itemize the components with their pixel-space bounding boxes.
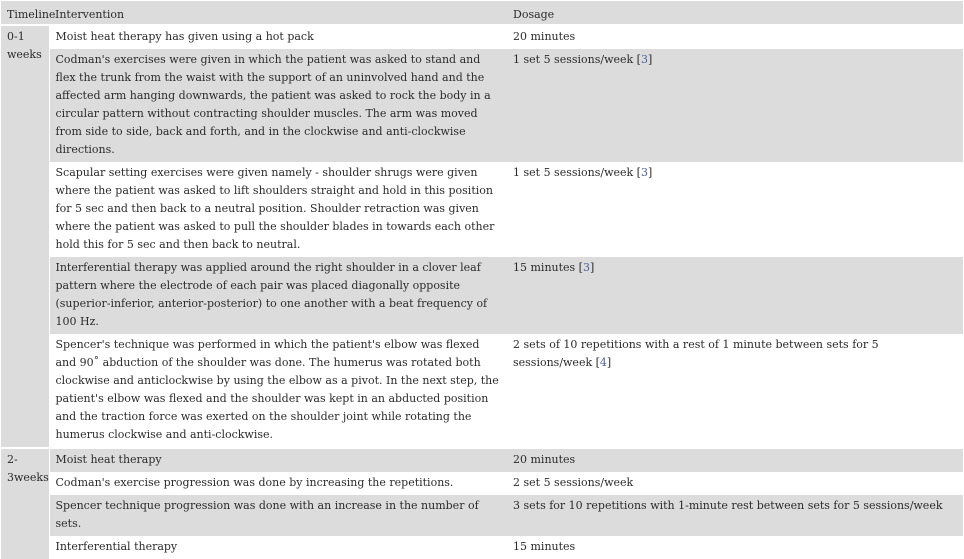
dosage-cell bbox=[507, 448, 963, 472]
dosage-text: 15 minutes bbox=[513, 540, 576, 553]
header-row bbox=[1, 1, 963, 25]
table-row bbox=[1, 536, 963, 559]
intervention-cell: Codman's exercise progression was done by increasing the repetitions. bbox=[49, 472, 507, 495]
dosage-text: 15 minutes bbox=[513, 261, 576, 274]
intervention-cell: Interferential therapy bbox=[49, 536, 507, 559]
intervention-cell: Moist heat therapy has given using a hot pack bbox=[49, 25, 507, 49]
intervention-cell: Interferential therapy was applied around the right shoulder in a clover leaf pattern where the electrode of each pair was placed diagonally opposite (superior-inferior, anterior-posterior) to one another with a beat frequency of 100 Hz. bbox=[49, 257, 507, 334]
dosage-text: 20 minutes bbox=[513, 30, 576, 43]
dosage-text: 1 set 5 sessions/week bbox=[513, 166, 634, 179]
table-row bbox=[1, 448, 963, 472]
header-dosage: Dosage bbox=[507, 1, 963, 25]
dosage-cell: 1 set 5 sessions/week [3] bbox=[507, 162, 963, 257]
header-intervention: Intervention bbox=[49, 1, 507, 25]
intervention-cell: Spencer's technique was performed in which the patient's elbow was flexed and 90˚ abduction of the shoulder was done. The humerus was rotated both clockwise and anticlockwise by using the elbow as a pivot. In the next step, the patient's elbow was flexed and the shoulder was kept in an abducted position and the traction force was exerted on the shoulder joint while rotating the humerus clockwise and anti-clockwise. bbox=[49, 334, 507, 448]
table-body bbox=[1, 25, 963, 559]
dosage-cell bbox=[507, 495, 963, 536]
table-row bbox=[1, 257, 963, 334]
table-row bbox=[1, 162, 963, 257]
dosage-text: 3 sets for 10 repetitions with 1-minute rest between sets for 5 sessions/week bbox=[513, 499, 943, 512]
timeline-cell: 0-1 weeks bbox=[1, 25, 49, 448]
table-row bbox=[1, 472, 963, 495]
dosage-cell: 15 minutes [3] bbox=[507, 257, 963, 334]
dosage-cell: 1 set 5 sessions/week [3] bbox=[507, 49, 963, 162]
reference-link[interactable]: 3 bbox=[640, 166, 648, 179]
dosage-cell bbox=[507, 25, 963, 49]
table-row bbox=[1, 25, 963, 49]
dosage-text: 1 set 5 sessions/week bbox=[513, 53, 634, 66]
dosage-cell bbox=[507, 472, 963, 495]
header-timeline: Timeline bbox=[1, 1, 49, 25]
dosage-text: 20 minutes bbox=[513, 453, 576, 466]
dosage-cell bbox=[507, 536, 963, 559]
intervention-cell: Codman's exercises were given in which the patient was asked to stand and flex the trunk from the waist with the support of an uninvolved hand and the affected arm hanging downwards, the patient was asked to rock the body in a circular pattern without contracting shoulder muscles. The arm was moved from side to side, back and forth, and in the clockwise and anti-clockwise directions. bbox=[49, 49, 507, 162]
table-row bbox=[1, 334, 963, 448]
table-row bbox=[1, 495, 963, 536]
table-row bbox=[1, 49, 963, 162]
timeline-cell: 2-3weeks bbox=[1, 448, 49, 559]
reference-link[interactable]: 3 bbox=[640, 53, 648, 66]
dosage-text: 2 sets of 10 repetitions with a rest of 1 minute between sets for 5 sessions/week bbox=[513, 338, 879, 369]
intervention-table bbox=[1, 1, 963, 559]
intervention-cell: Moist heat therapy bbox=[49, 448, 507, 472]
reference-link[interactable]: 4 bbox=[599, 356, 607, 369]
reference-link[interactable]: 3 bbox=[582, 261, 590, 274]
intervention-cell: Spencer technique progression was done with an increase in the number of sets. bbox=[49, 495, 507, 536]
intervention-cell: Scapular setting exercises were given namely - shoulder shrugs were given where the patient was asked to lift shoulders straight and hold in this position for 5 sec and then back to a neutral position. Shoulder retraction was given where the patient was asked to pull the shoulder blades in towards each other hold this for 5 sec and then back to neutral. bbox=[49, 162, 507, 257]
dosage-cell: 2 sets of 10 repetitions with a rest of 1 minute between sets for 5 sessions/week [4] bbox=[507, 334, 963, 448]
dosage-text: 2 set 5 sessions/week bbox=[513, 476, 634, 489]
